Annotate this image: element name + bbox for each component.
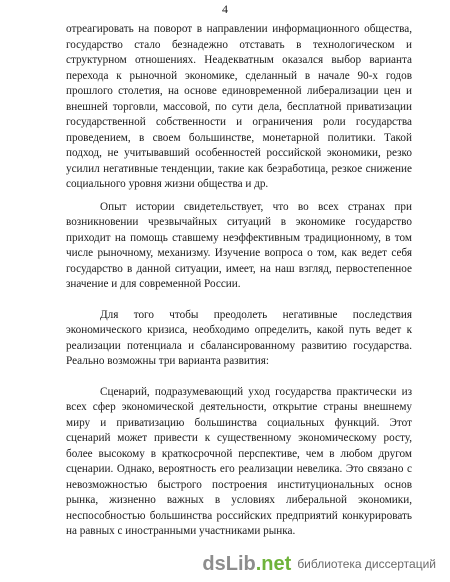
page-number: 4 xyxy=(222,2,228,16)
paragraph-2: Опыт истории свидетельствует, что во всех странах при возникновении чрезвычайных ситуаций в экономике государство приходит на помощь ставшему неэффективным традиционному, в том числе рыночному, механизму. Изучение вопроса о том, как ведет себя государство в данной ситуации, имеет, на наш взгляд, первостепенное значение и для современной России. xyxy=(66,200,412,290)
dslib-logo: dsLib.net xyxy=(202,553,292,575)
document-body xyxy=(66,22,412,540)
paragraph-3: Для того чтобы преодолеть негативные последствия экономического кризиса, необходимо определить, какой путь ведет к реализации потенциала и сбалансированному развитию государства. Реально возможны три варианта развития: xyxy=(66,308,412,367)
dslib-watermark[interactable] xyxy=(196,551,442,576)
paragraph-1: отреагировать на поворот в направлении информационного общества, государство стало безнадежно отставать в технологическом и структурном отношениях. Неадекватным оказался выбор варианта перехода к рыночной экономике, сделанный в начале 90-х годов прошлого столетия, на основе единовременной либерализации цен и внешней торговли, массовой, по сути дела, бесплатной приватизации государственной собственности и ограничения роли государства проведением, в своем большинстве, монетарной политики. Такой подход, не учитывавший особенностей российской экономики, резко усилил негативные тенденции, такие как безработица, резкое снижение социального уровня жизни общества и др. xyxy=(66,23,412,190)
watermark-caption: библиотека диссертаций xyxy=(297,557,436,571)
paragraph-4: Сценарий, подразумевающий уход государства практически из всех сфер экономической деятельности, открытие страны внешнему миру и приватизацию большинства социальных функций. Этот сценарий может привести к существенному экономическому росту, более высокому в краткосрочной перспективе, чем в любом другом сценарии. Однако, вероятность его реализации невелика. Это связано с невозможностью быстрого построения институциональных основ рынка, жизненно важных в условиях либеральной экономики, неспособностью большинства российских предприятий конкурировать на равных с иностранными участниками рынка. xyxy=(66,385,412,537)
